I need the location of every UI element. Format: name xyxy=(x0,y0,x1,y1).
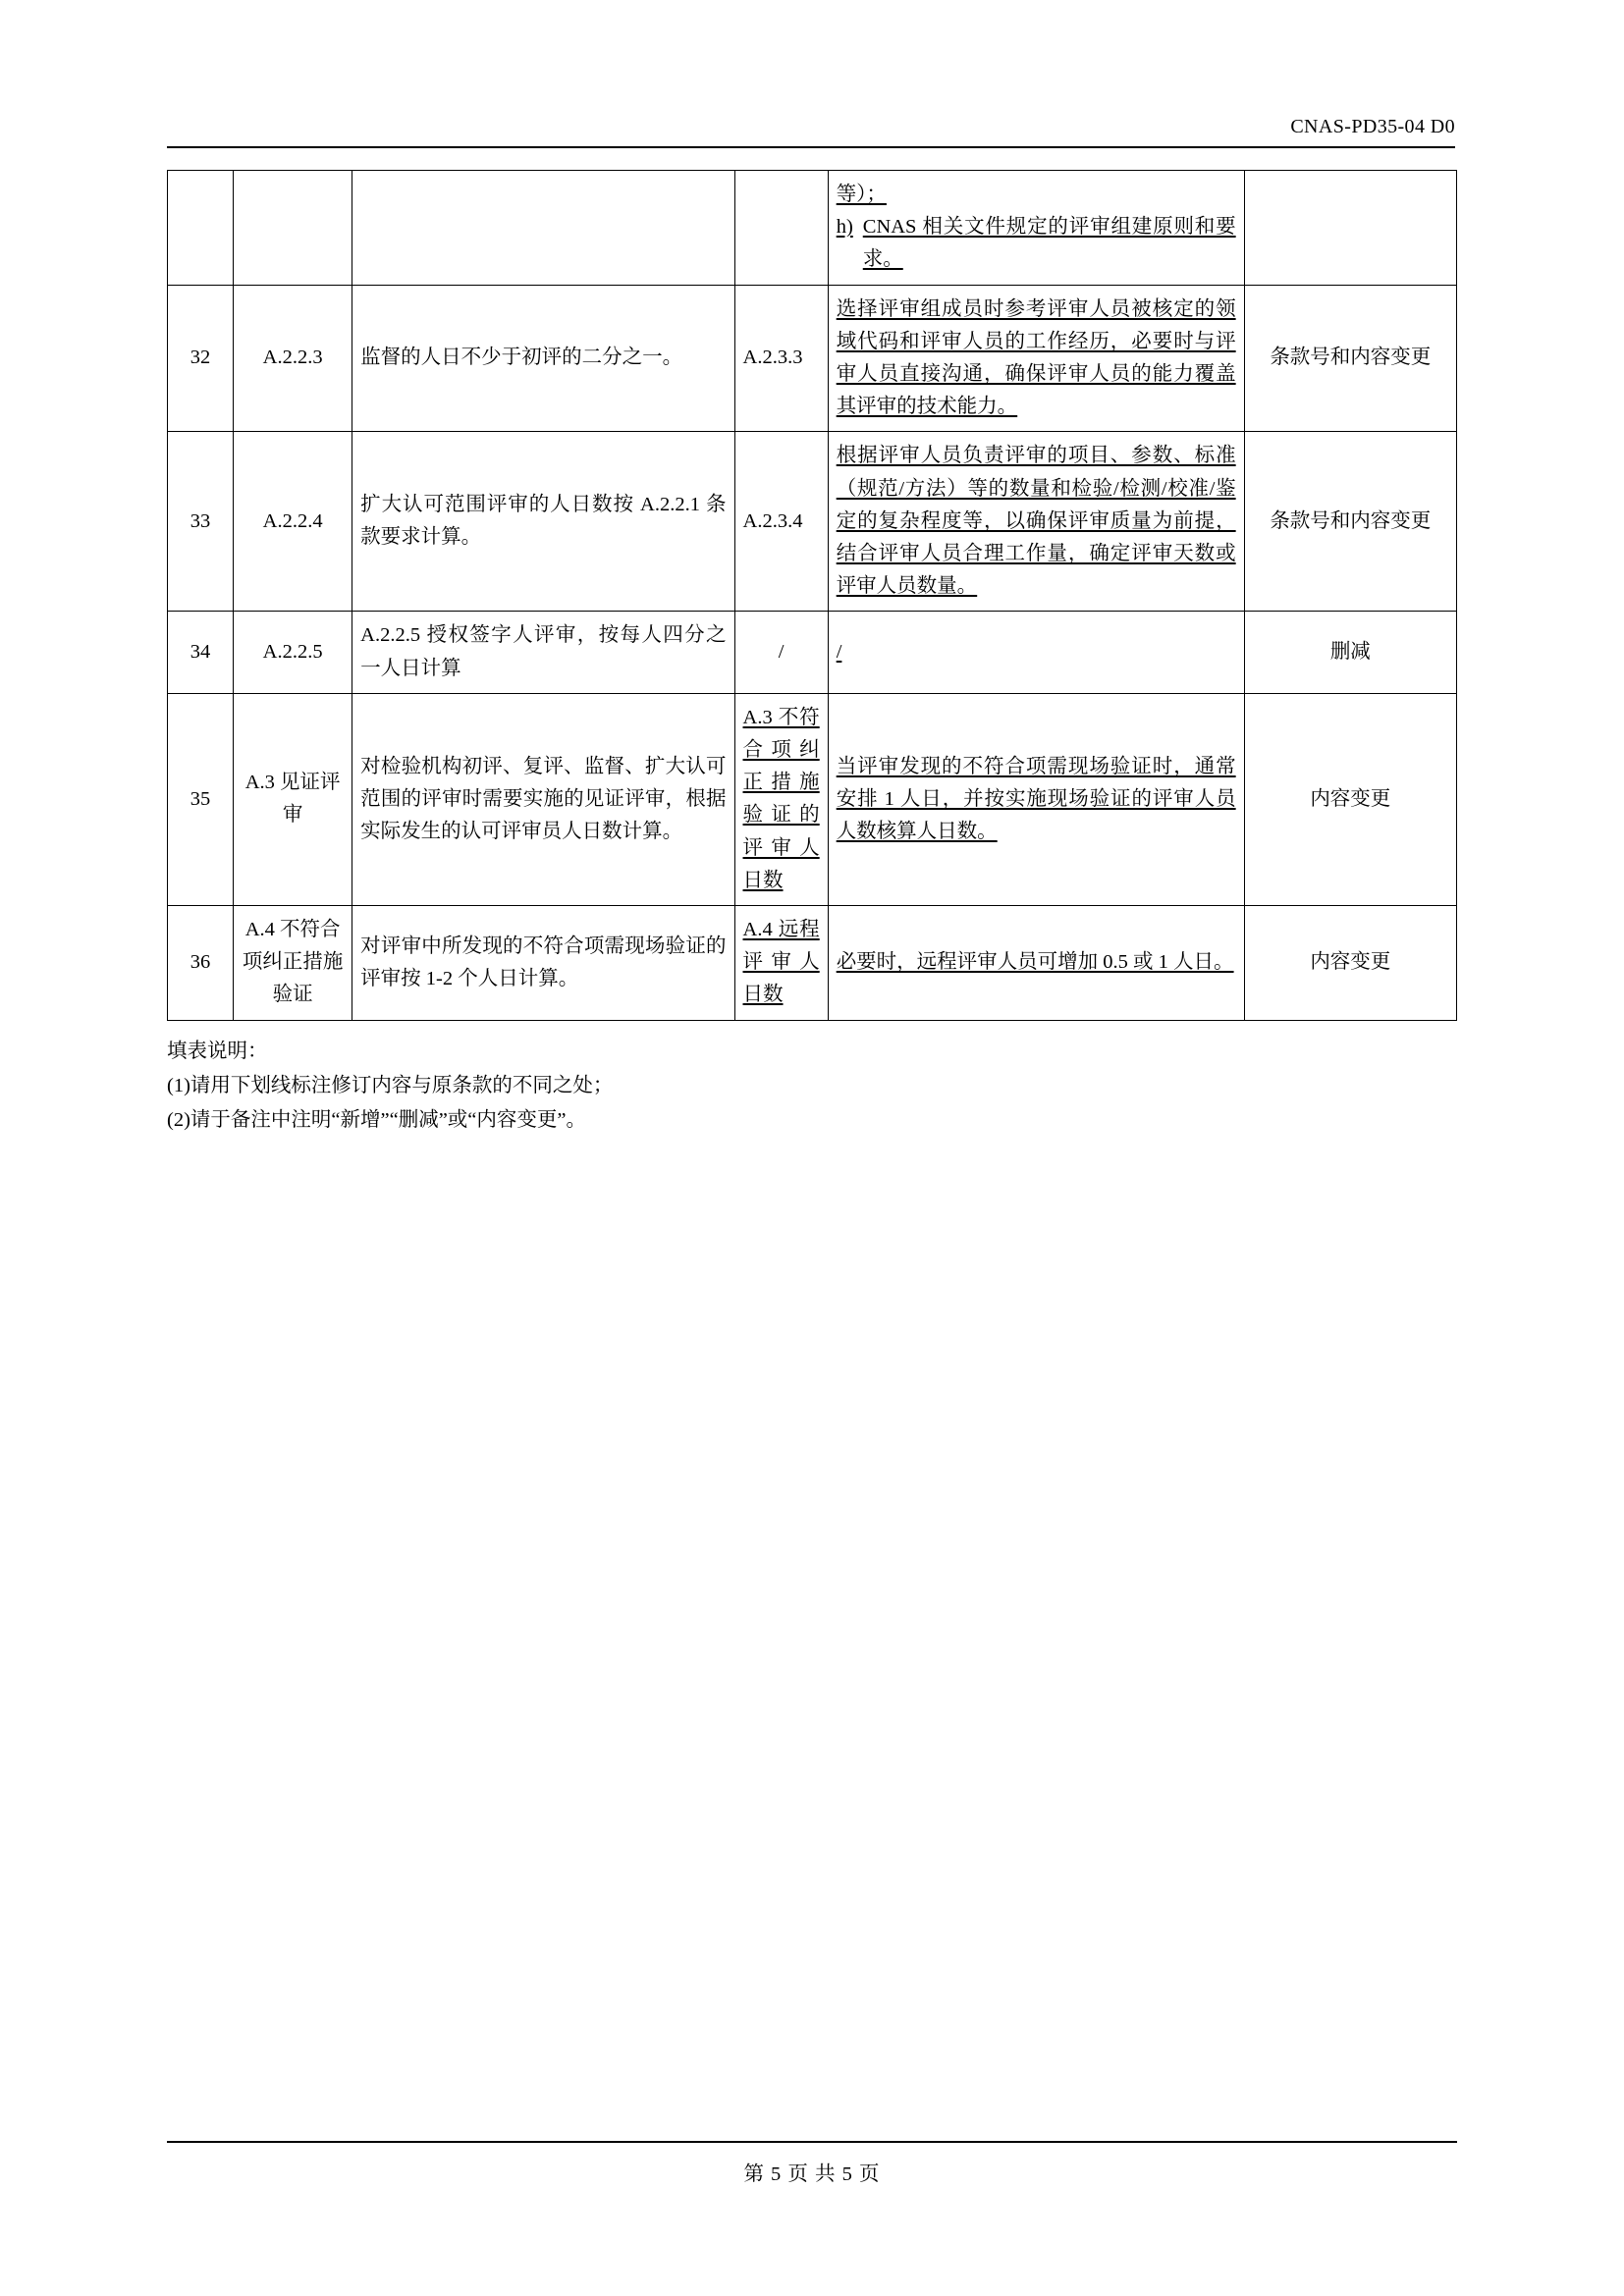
cell-original: A.2.2.5 授权签字人评审，按每人四分之一人日计算 xyxy=(352,612,734,693)
cell-remark: 条款号和内容变更 xyxy=(1244,285,1456,432)
cell-original: 扩大认可范围评审的人日数按 A.2.2.1 条款要求计算。 xyxy=(352,432,734,612)
cell-revised: / xyxy=(828,612,1244,693)
cell-clause: A.2.2.5 xyxy=(234,612,352,693)
cell-revised: 根据评审人员负责评审的项目、参数、标准（规范/方法）等的数量和检验/检测/校准/鉴定的复杂程度等，以确保评审质量为前提，结合评审人员合理工作量，确定评审天数或评审人员数量。 xyxy=(828,432,1244,612)
cell-clause xyxy=(234,171,352,286)
footer-divider xyxy=(167,2141,1457,2143)
header-divider xyxy=(167,146,1455,148)
cell-revised: 必要时，远程评审人员可增加 0.5 或 1 人日。 xyxy=(828,906,1244,1021)
cell-clause: A.3 见证评审 xyxy=(234,693,352,905)
form-notes xyxy=(167,1035,1457,1139)
cell-no: 34 xyxy=(168,612,234,693)
cell-new-clause: / xyxy=(734,612,828,693)
cell-original: 监督的人日不少于初评的二分之一。 xyxy=(352,285,734,432)
cell-remark: 内容变更 xyxy=(1244,906,1456,1021)
cell-no: 33 xyxy=(168,432,234,612)
page-footer xyxy=(167,2141,1457,2186)
cell-new-clause: A.3 不符合项纠正措施验证的评审人日数 xyxy=(734,693,828,905)
list-marker: h) xyxy=(836,216,853,239)
cell-clause: A.2.2.4 xyxy=(234,432,352,612)
table-row xyxy=(168,612,1457,693)
revised-list-item xyxy=(837,211,1236,276)
cell-no: 36 xyxy=(168,906,234,1021)
page-number: 第 5 页 共 5 页 xyxy=(743,2163,881,2185)
table-row xyxy=(168,285,1457,432)
table-row xyxy=(168,906,1457,1021)
cell-remark: 条款号和内容变更 xyxy=(1244,432,1456,612)
cell-no: 32 xyxy=(168,285,234,432)
cell-original: 对检验机构初评、复评、监督、扩大认可范围的评审时需要实施的见证评审，根据实际发生的认可评审员人日数计算。 xyxy=(352,693,734,905)
notes-title: 填表说明： xyxy=(167,1040,268,1062)
document-code: CNAS-PD35-04 D0 xyxy=(1290,116,1455,137)
cell-revised xyxy=(828,171,1244,286)
cell-remark: 删减 xyxy=(1244,612,1456,693)
cell-clause: A.4 不符合项纠正措施验证 xyxy=(234,906,352,1021)
cell-original xyxy=(352,171,734,286)
cell-new-clause: A.4 远程评审人日数 xyxy=(734,906,828,1021)
cell-new-clause: A.2.3.3 xyxy=(734,285,828,432)
list-text: CNAS 相关文件规定的评审组建原则和要求。 xyxy=(862,216,1236,271)
cell-revised: 选择评审组成员时参考评审人员被核定的领域代码和评审人员的工作经历，必要时与评审人员直接沟通，确保评审人员的能力覆盖其评审的技术能力。 xyxy=(828,285,1244,432)
notes-line-2: (2)请于备注中注明“新增”“删减”或“内容变更”。 xyxy=(167,1109,586,1132)
revision-table xyxy=(167,170,1457,1021)
cell-remark xyxy=(1244,171,1456,286)
cell-new-clause: A.2.3.4 xyxy=(734,432,828,612)
cell-new-clause xyxy=(734,171,828,286)
page-header xyxy=(167,0,1457,148)
table-row xyxy=(168,693,1457,905)
table-row xyxy=(168,171,1457,286)
cell-remark: 内容变更 xyxy=(1244,693,1456,905)
cell-no: 35 xyxy=(168,693,234,905)
cell-revised: 当评审发现的不符合项需现场验证时，通常安排 1 人日，并按实施现场验证的评审人员人数核算人日数。 xyxy=(828,693,1244,905)
cell-original: 对评审中所发现的不符合项需现场验证的评审按 1-2 个人日计算。 xyxy=(352,906,734,1021)
table-row xyxy=(168,432,1457,612)
cell-clause: A.2.2.3 xyxy=(234,285,352,432)
revised-continued-text: 等）； xyxy=(836,184,887,205)
notes-line-1: (1)请用下划线标注修订内容与原条款的不同之处； xyxy=(167,1074,614,1096)
cell-no xyxy=(168,171,234,286)
